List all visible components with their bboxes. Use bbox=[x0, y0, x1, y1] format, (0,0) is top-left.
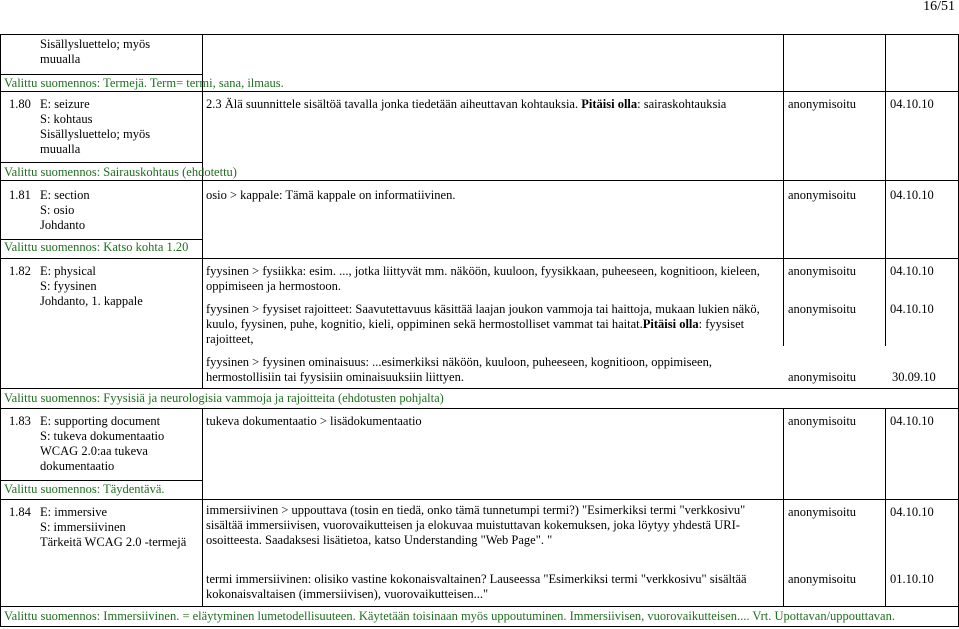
table-top-rule bbox=[0, 34, 959, 35]
comment-date: 01.10.10 bbox=[890, 572, 934, 586]
comment-author: anonymisoitu bbox=[788, 188, 857, 202]
term-english: E: seizure bbox=[40, 97, 90, 111]
comment-date: 04.10.10 bbox=[890, 414, 934, 428]
selected-translation: Valittu suomennos: Katso kohta 1.20 bbox=[4, 240, 189, 254]
comment-date: 04.10.10 bbox=[890, 188, 934, 202]
comment-text: 2.3 Älä suunnittele sisältöä tavalla jonka tiedetään aiheuttavan kohtauksia. Pitäisi olla: sairaskohtauksia bbox=[206, 97, 727, 111]
term-context: Johdanto, 1. kappale bbox=[40, 294, 143, 308]
comment-date: 04.10.10 bbox=[890, 97, 934, 111]
term-context: Sisällysluettelo; myös muualla bbox=[40, 37, 151, 66]
comment-text: tukeva dokumentaatio > lisädokumentaatio bbox=[206, 414, 422, 428]
term-context: Tärkeitä WCAG 2.0 -termejä bbox=[40, 535, 187, 549]
term-finnish: S: tukeva dokumentaatio bbox=[40, 429, 165, 443]
term-context: WCAG 2.0:aa tukeva dokumentaatio bbox=[40, 444, 148, 473]
term-english: E: immersive bbox=[40, 505, 107, 519]
comment-text: osio > kappale: Tämä kappale on informatiivinen. bbox=[206, 188, 456, 202]
term-english: E: supporting document bbox=[40, 414, 161, 428]
comment-date: 30.09.10 bbox=[892, 370, 936, 384]
comment-date: 04.10.10 bbox=[890, 302, 934, 316]
page-number: 16/51 bbox=[923, 0, 955, 14]
term-number: 1.84 bbox=[9, 505, 31, 519]
selected-translation: Valittu suomennos: Täydentävä. bbox=[4, 482, 165, 496]
comment-text: immersiivinen > uppouttava (tosin en tiedä, onko tämä tunnetumpi termi?) "Esimerkiksi termi "verkkosivu" sisältää immersiivisen, vuorovaikutteisen ja elokuvaa muistuttavan kokemuksen, joka löytyy yhdestä URI-osoitteesta. Saadaksesi lisätietoa, katso Understanding "Web Page". " bbox=[206, 503, 746, 547]
comment-text: fyysinen > fyysinen ominaisuus: ...esimerkiksi näköön, kuuloon, puheeseen, kognitioon, oppimiseen, hermostollisiin tai fyysisiin ominaisuuksiin liittyen. bbox=[206, 355, 712, 384]
selected-translation: Valittu suomennos: Termejä. Term= termi, sana, ilmaus. bbox=[4, 76, 284, 90]
term-number: 1.80 bbox=[9, 97, 31, 111]
term-number: 1.81 bbox=[9, 188, 31, 202]
term-finnish: S: immersiivinen bbox=[40, 520, 126, 534]
comment-author: anonymisoitu bbox=[788, 505, 857, 519]
table-bottom-rule bbox=[0, 626, 959, 627]
term-finnish: S: osio bbox=[40, 203, 75, 217]
comment-author: anonymisoitu bbox=[788, 302, 857, 316]
comment-author: anonymisoitu bbox=[788, 264, 857, 278]
comment-date: 04.10.10 bbox=[890, 264, 934, 278]
term-english: E: section bbox=[40, 188, 90, 202]
comment-date: 04.10.10 bbox=[890, 505, 934, 519]
term-finnish: S: fyysinen bbox=[40, 279, 97, 293]
term-finnish: S: kohtaus bbox=[40, 112, 93, 126]
comment-text: fyysinen > fyysiset rajoitteet: Saavutettavuus käsittää laajan joukon vammoja tai haittoja, mukaan lukien näkö, kuulo, fyysinen, puhe, kognitio, kieli, oppiminen sekä hermostolliset vammat tai haitat.Pitäisi olla: fyysiset rajoitteet, bbox=[206, 302, 760, 346]
term-context: Johdanto bbox=[40, 218, 86, 232]
selected-translation: Valittu suomennos: Sairauskohtaus (ehdotettu) bbox=[4, 165, 237, 179]
term-number: 1.83 bbox=[9, 414, 31, 428]
comment-author: anonymisoitu bbox=[788, 414, 857, 428]
selected-translation: Valittu suomennos: Immersiivinen. = eläytyminen lumetodellisuuteen. Käytetään toisinaan myös uppoutuminen. Immersiivisen, vuorovaikutteisen.... Vrt. Upottavan/uppouttavan. bbox=[4, 609, 895, 623]
term-context: Sisällysluettelo; myös muualla bbox=[40, 127, 151, 156]
comment-text: fyysinen > fysiikka: esim. ..., jotka liittyvät mm. näköön, kuuloon, fyysikkaan, puheeseen, kognitioon, kieleen, oppimiseen ja hermostoon. bbox=[206, 264, 760, 293]
comment-author: anonymisoitu bbox=[788, 370, 857, 384]
comment-author: anonymisoitu bbox=[788, 572, 857, 586]
term-english: E: physical bbox=[40, 264, 96, 278]
term-number: 1.82 bbox=[9, 264, 31, 278]
selected-translation: Valittu suomennos: Fyysisiä ja neurologisia vammoja ja rajoitteita (ehdotusten pohjalta) bbox=[4, 391, 444, 405]
comment-author: anonymisoitu bbox=[788, 97, 857, 111]
comment-text: termi immersiivinen: olisiko vastine kokonaisvaltainen? Lauseessa "Esimerkiksi termi "verkkosivu" sisältää kokonaisvaltaisen (immersiivisen), vuorovaikutteisen..." bbox=[206, 572, 747, 601]
table-left-rule bbox=[0, 34, 1, 626]
